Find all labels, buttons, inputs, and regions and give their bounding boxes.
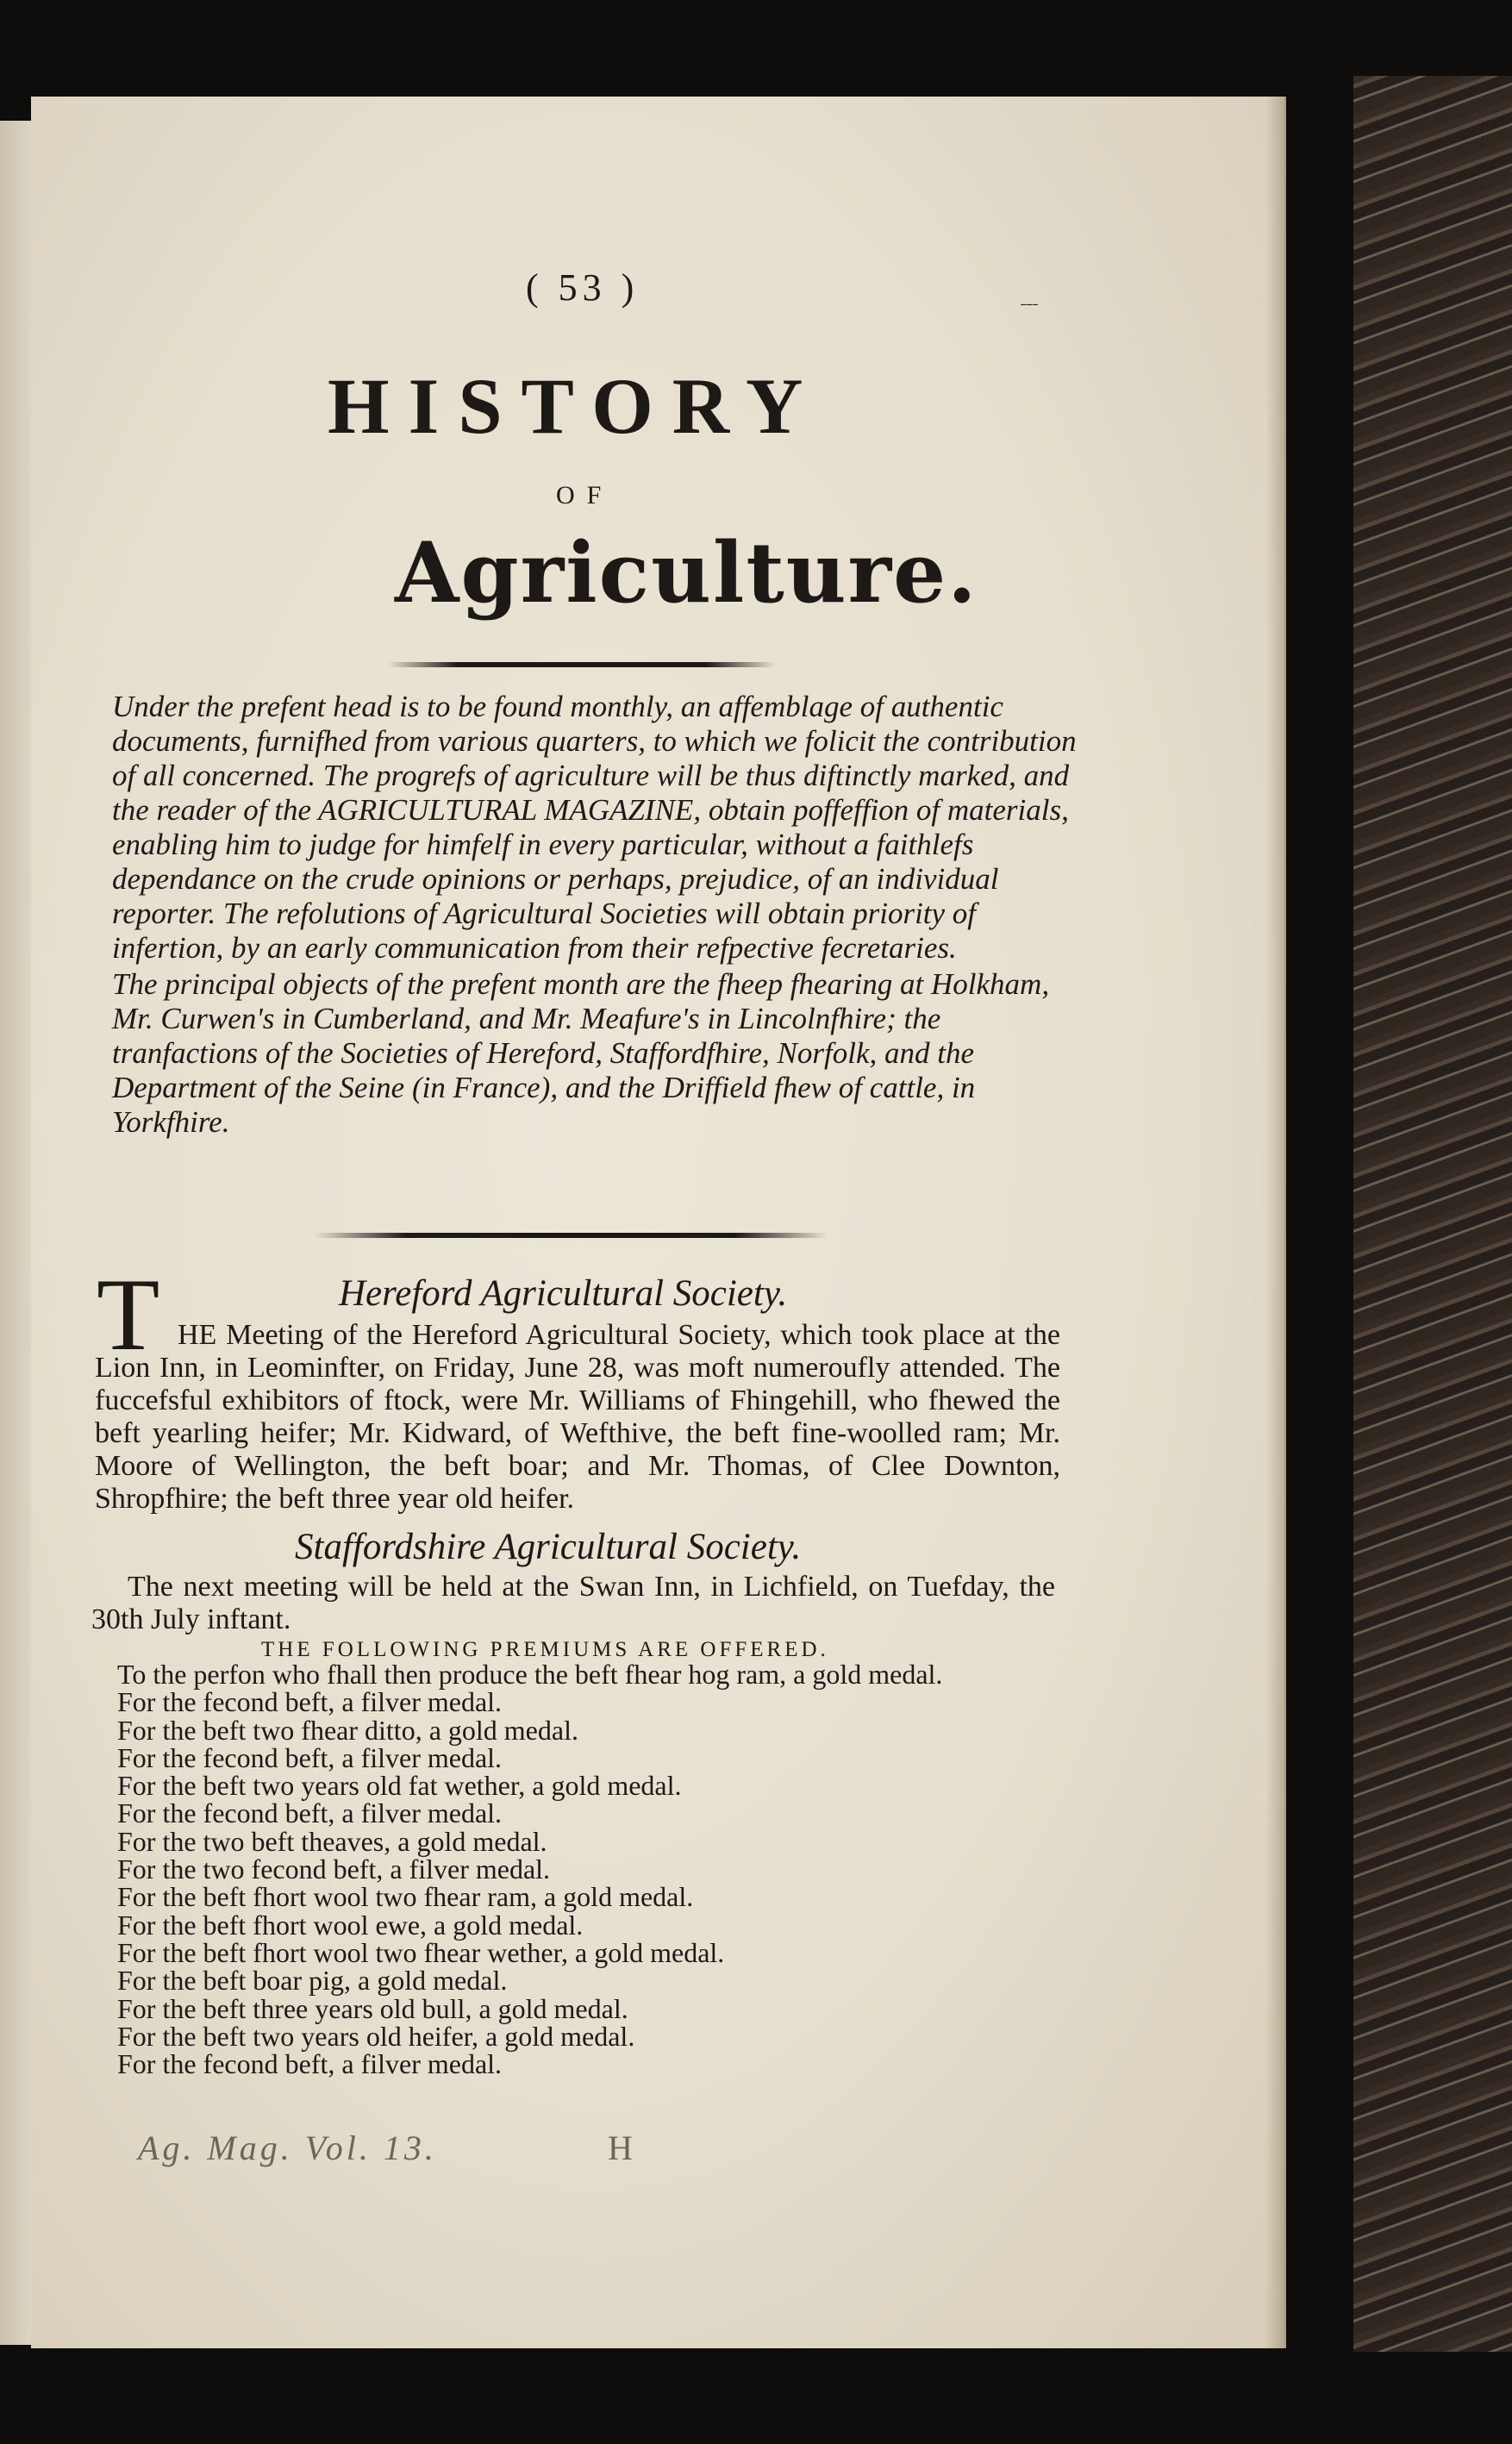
intro-paragraph-1: Under the prefent head is to be found monthly, an affemblage of authentic documents, furnifhed from various quarters, to which we folicit the contribution of all concerned. The progrefs of agriculture will be thus diftinctly marked, and the reader of the AGRICULTURAL MAGAZINE, obtain poffeffion of materials, enabling him to judge for himfelf in every particular, without a faithlefs dependance on the crude opinions or perhaps, prejudice, of an individual reporter. The refolutions of Agricultural Societies will obtain priority of infertion, by an early communication from their refpective fecretaries. bbox=[112, 690, 1077, 965]
page-number: ( 53 ) bbox=[526, 266, 640, 309]
premium-item: For the fecond beft, a filver medal. bbox=[117, 2048, 503, 2080]
premium-item: For the beft boar pig, a gold medal. bbox=[117, 1965, 508, 1997]
premiums-list bbox=[117, 1660, 1065, 2078]
premium-item: For the beft fhort wool ewe, a gold medal. bbox=[117, 1909, 584, 1941]
page-shadow bbox=[1265, 97, 1284, 2348]
section-rule bbox=[315, 1233, 828, 1238]
corner-mark: ˉˉˉ bbox=[1021, 300, 1038, 319]
premium-item: For the beft fhort wool two fhear ram, a gold medal. bbox=[117, 1881, 694, 1913]
premiums-heading: THE FOLLOWING PREMIUMS ARE OFFERED. bbox=[261, 1638, 829, 1661]
title-rule bbox=[388, 662, 776, 667]
book-edge-and-binding bbox=[1284, 76, 1512, 2352]
intro-paragraph-2: The principal objects of the prefent month are the fheep fhearing at Holkham, Mr. Curwen's in Cumberland, and Mr. Meafure's in Lincolnfhire; the tranfactions of the Societies of Hereford, Staffordfhire, Norfolk, and the Department of the Seine (in France), and the Driffield fhew of cattle, in Yorkfhire. bbox=[112, 967, 1050, 1139]
premium-item: For the beft fhort wool two fhear wether, a gold medal. bbox=[117, 1936, 725, 1968]
premium-item: For the beft two years old fat wether, a gold medal. bbox=[117, 1770, 682, 1802]
hereford-text: HE Meeting of the Hereford Agricultural Society, which took place at the Lion Inn, in Leominfter, on Friday, June 28, was moft numeroufly attended. The fuccefsful exhibitors of ftock, were Mr. Williams of Fhingehill, who fhewed the beft yearling heifer; Mr. Kidward, of Wefthive, the beft fine-woolled ram; Mr. Moore of Wellington, the beft boar; and Mr. Thomas, of Clee Downton, Shropfhire; the beft three year old heifer. bbox=[95, 1319, 1060, 1515]
premium-item: For the beft two years old heifer, a gold medal. bbox=[117, 2020, 635, 2052]
signature-letter: H bbox=[608, 2128, 633, 2167]
title-of: OF bbox=[556, 481, 614, 509]
stafford-heading: Staffordshire Agricultural Society. bbox=[295, 1527, 802, 1567]
premium-item: For the beft two fhear ditto, a gold medal. bbox=[117, 1714, 578, 1746]
premium-item: For the two fecond beft, a filver medal. bbox=[117, 1853, 551, 1885]
marbled-board bbox=[1353, 76, 1512, 2352]
hereford-paragraph bbox=[95, 1319, 1060, 1516]
stafford-paragraph: The next meeting will be held at the Swan Inn, in Lichfield, on Tuefday, the 30th July inftant. bbox=[91, 1571, 1055, 1635]
facing-page-edge bbox=[0, 121, 34, 2345]
premium-item: To the perfon who fhall then produce the beft fhear hog ram, a gold medal. bbox=[117, 1659, 943, 1690]
signature-mark: Ag. Mag. Vol. 13. bbox=[138, 2128, 437, 2167]
intro-text bbox=[112, 690, 1086, 1141]
drop-cap: T bbox=[97, 1257, 160, 1372]
title-history: HISTORY bbox=[328, 362, 822, 450]
premium-item: For the fecond beft, a filver medal. bbox=[117, 1797, 503, 1829]
premium-item: For the fecond beft, a filver medal. bbox=[117, 1686, 503, 1718]
premium-item: For the fecond beft, a filver medal. bbox=[117, 1741, 503, 1773]
premium-item: For the beft three years old bull, a gold medal. bbox=[117, 1992, 628, 2024]
title-agriculture: Agriculture. bbox=[395, 524, 978, 622]
hereford-heading: Hereford Agricultural Society. bbox=[339, 1273, 788, 1314]
premium-item: For the two beft theaves, a gold medal. bbox=[117, 1825, 547, 1857]
